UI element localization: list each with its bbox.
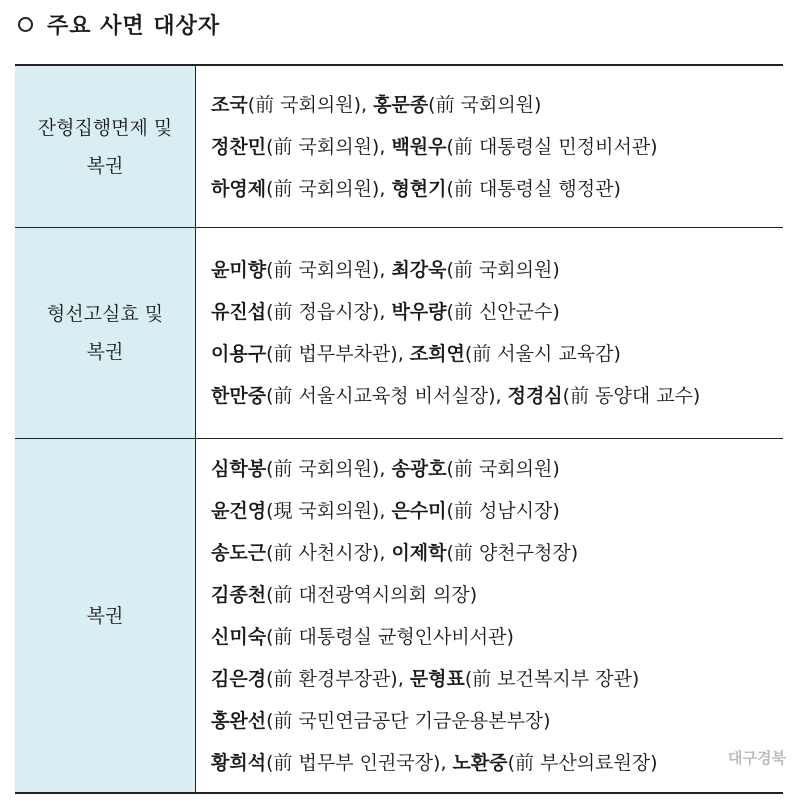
category-label: 복권 [86,154,124,177]
circle-bullet-icon [18,17,33,32]
person-name: 신미숙 [211,625,267,648]
person-position: (前 서울시교육청 비서실장), [266,385,508,407]
person-position: (前 국회의원), [266,259,392,281]
category-label: 복권 [86,604,124,627]
person-line [211,333,783,375]
people-cell [196,228,784,439]
person-position: (前 동양대 교수) [562,385,701,407]
person-position: (前 국회의원), [266,135,392,158]
person-name: 은수미 [391,499,447,522]
person-name: 송광호 [391,457,447,480]
person-line [211,658,783,700]
person-position: (前 서울시 교육감) [464,343,621,365]
person-name: 유진섭 [211,301,267,323]
person-position: (前 정읍시장), [266,301,392,323]
person-line [211,291,783,333]
person-name: 이용구 [211,343,267,365]
person-line [211,84,783,126]
person-line [211,490,783,532]
person-position: (前 양천구청장) [446,541,579,564]
person-position: (前 부산의료원장) [507,751,658,774]
category-cell [15,439,196,794]
category-label: 복권 [86,341,124,363]
table-row [15,228,783,439]
category-label: 잔형집행면제 및 [37,116,173,139]
person-line [211,742,783,784]
person-position: (現 국회의원), [266,499,392,522]
person-name: 하영제 [211,177,267,200]
person-name: 이제학 [391,541,447,564]
person-name: 한만중 [211,385,267,407]
person-position: (前 대통령실 민정비서관) [446,135,658,158]
person-name: 최강욱 [391,259,447,281]
person-line [211,616,783,658]
person-line [211,532,783,574]
person-position: (前 국회의원), [247,93,374,116]
person-line [211,375,783,417]
person-position: (前 환경부장관), [266,667,410,690]
person-position: (前 성남시장) [446,499,560,522]
person-name: 심학봉 [211,457,267,480]
person-line [211,574,783,616]
person-position: (前 대전광역시의회 의장) [266,583,478,606]
person-name: 백원우 [391,135,447,158]
person-line [211,126,783,168]
person-position: (前 법무부 인권국장), [266,751,453,774]
category-label: 형선고실효 및 [46,303,164,325]
person-position: (前 국회의원), [266,177,392,200]
person-name: 노환중 [452,751,508,774]
person-position: (前 대통령실 균형인사비서관) [266,625,514,648]
person-name: 윤미향 [211,259,267,281]
person-name: 송도근 [211,541,267,564]
person-line [211,448,783,490]
watermark: 대구경북 [728,749,786,767]
person-position: (前 국민연금공단 기금운용본부장) [266,709,551,732]
people-cell [196,65,784,228]
person-name: 문형표 [409,667,465,690]
person-position: (前 사천시장), [266,541,392,564]
person-name: 윤건영 [211,499,267,522]
person-position: (前 보건복지부 장관) [464,667,640,690]
person-name: 김종천 [211,583,267,606]
person-name: 홍완선 [211,709,267,732]
section-heading [18,6,220,42]
table-row [15,439,783,794]
person-position: (前 대통령실 행정관) [446,177,621,200]
person-name: 정경심 [507,385,563,407]
person-line [211,168,783,210]
person-name: 정찬민 [211,135,267,158]
person-name: 형현기 [391,177,447,200]
person-name: 김은경 [211,667,267,690]
person-line [211,249,783,291]
person-name: 조희연 [409,343,465,365]
table-row [15,65,783,228]
person-name: 조국 [211,93,248,116]
person-name: 황희석 [211,751,267,774]
person-position: (前 국회의원) [428,93,542,116]
people-cell [196,439,784,794]
person-position: (前 국회의원), [266,457,392,480]
person-line [211,700,783,742]
category-cell [15,228,196,439]
person-position: (前 신안군수) [446,301,560,323]
person-name: 홍문종 [373,93,429,116]
person-position: (前 국회의원) [446,259,560,281]
heading-text: 주요 사면 대상자 [47,13,221,39]
category-cell [15,65,196,228]
person-name: 박우량 [391,301,447,323]
person-position: (前 법무부차관), [266,343,410,365]
pardon-table [15,64,783,794]
person-position: (前 국회의원) [446,457,560,480]
